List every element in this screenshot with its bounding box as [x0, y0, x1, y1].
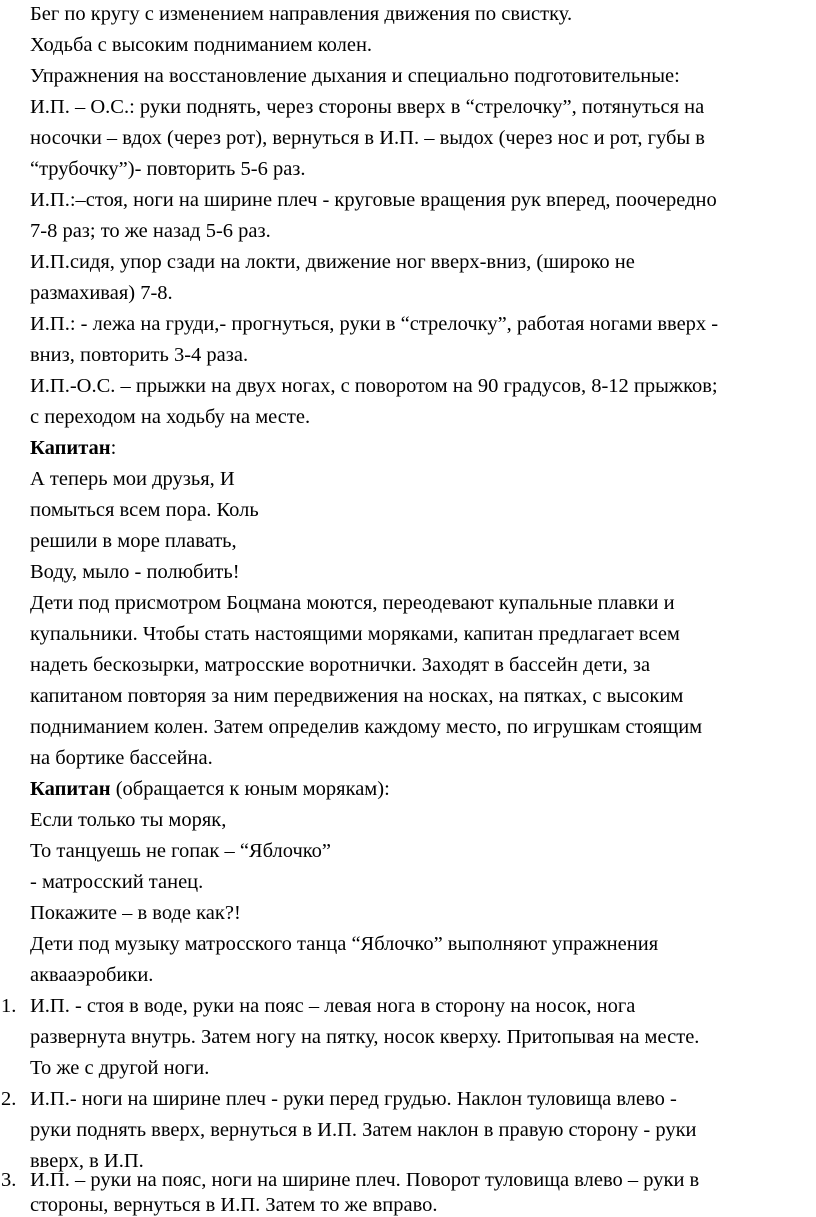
poem-line: Воду, мыло - полюбить!	[30, 561, 240, 583]
list-number: 2.	[1, 1088, 17, 1110]
text-line: И.П.:–стоя, ноги на ширине плеч - круговые вращения рук вперед, поочередно	[30, 189, 717, 211]
list-item-line: стороны, вернуться в И.П. Затем то же вправо.	[30, 1194, 438, 1216]
speaker-name: Капитан	[30, 778, 111, 800]
speaker-note: (обращается к юным морякам):	[110, 778, 390, 800]
text-line: носочки – вдох (через рот), вернуться в И.П. – выдох (через нос и рот, губы в	[30, 127, 705, 149]
poem-line: помыться всем пора. Коль	[30, 499, 259, 521]
list-number: 1.	[1, 995, 17, 1017]
speaker-line	[30, 436, 116, 460]
text-line: вниз, повторить 3-4 раза.	[30, 344, 249, 366]
list-item-line: И.П.- ноги на ширине плеч - руки перед грудью. Наклон туловища влево -	[30, 1088, 677, 1110]
poem-line: решили в море плавать,	[30, 530, 237, 552]
text-line: 7-8 раз; то же назад 5-6 раз.	[30, 220, 271, 242]
list-item-line: вверх, в И.П.	[30, 1150, 144, 1172]
poem-line: Покажите – в воде как?!	[30, 902, 241, 924]
speaker-line	[30, 777, 390, 801]
poem-line: - матросский танец.	[30, 871, 204, 893]
poem-line: То танцуешь не гопак – “Яблочко”	[30, 840, 332, 862]
list-item-line: И.П. - стоя в воде, руки на пояс – левая нога в сторону на носок, нога	[30, 995, 636, 1017]
paragraph-line: купальники. Чтобы стать настоящими моряками, капитан предлагает всем	[30, 623, 680, 645]
list-item-line: И.П. – руки на пояс, ноги на ширине плеч. Поворот туловища влево – руки в	[30, 1169, 700, 1191]
poem-line: А теперь мои друзья, И	[30, 468, 235, 490]
text-line: размахивая) 7-8.	[30, 282, 173, 304]
text-line: И.П.сидя, упор сзади на локти, движение ног вверх-вниз, (широко не	[30, 251, 635, 273]
paragraph-line: на бортике бассейна.	[30, 747, 213, 769]
list-item-line: развернута внутрь. Затем ногу на пятку, носок кверху. Притопывая на месте.	[30, 1026, 700, 1048]
speaker-name: Капитан	[30, 437, 111, 459]
intro-line: аквааэробики.	[30, 964, 154, 986]
speaker-colon: :	[110, 437, 117, 459]
text-line: Бег по кругу с изменением направления движения по свистку.	[30, 3, 573, 25]
text-line: И.П.: - лежа на груди,- прогнуться, руки в “стрелочку”, работая ногами вверх -	[30, 313, 719, 335]
list-item-line: То же с другой ноги.	[30, 1057, 210, 1079]
text-line: с переходом на ходьбу на месте.	[30, 406, 311, 428]
paragraph-line: надеть бескозырки, матросские воротнички. Заходят в бассейн дети, за	[30, 654, 651, 676]
text-line: Упражнения на восстановление дыхания и специально подготовительные:	[30, 65, 680, 87]
text-line: Ходьба с высоким подниманием колен.	[30, 34, 373, 56]
poem-line: Если только ты моряк,	[30, 809, 227, 831]
text-line: И.П.-О.С. – прыжки на двух ногах, с поворотом на 90 градусов, 8-12 прыжков;	[30, 375, 718, 397]
paragraph-line: капитаном повторяя за ним передвижения на носках, на пятках, с высоким	[30, 685, 684, 707]
intro-line: Дети под музыку матросского танца “Яблочко” выполняют упражнения	[30, 933, 659, 955]
paragraph-line: Дети под присмотром Боцмана моются, переодевают купальные плавки и	[30, 592, 675, 614]
paragraph-line: подниманием колен. Затем определив каждому место, по игрушкам стоящим	[30, 716, 703, 738]
text-line: И.П. – О.С.: руки поднять, через стороны вверх в “стрелочку”, потянуться на	[30, 96, 705, 118]
list-item-line: руки поднять вверх, вернуться в И.П. Затем наклон в правую сторону - руки	[30, 1119, 697, 1141]
list-number: 3.	[1, 1169, 17, 1191]
text-line: “трубочку”)- повторить 5-6 раз.	[30, 158, 306, 180]
